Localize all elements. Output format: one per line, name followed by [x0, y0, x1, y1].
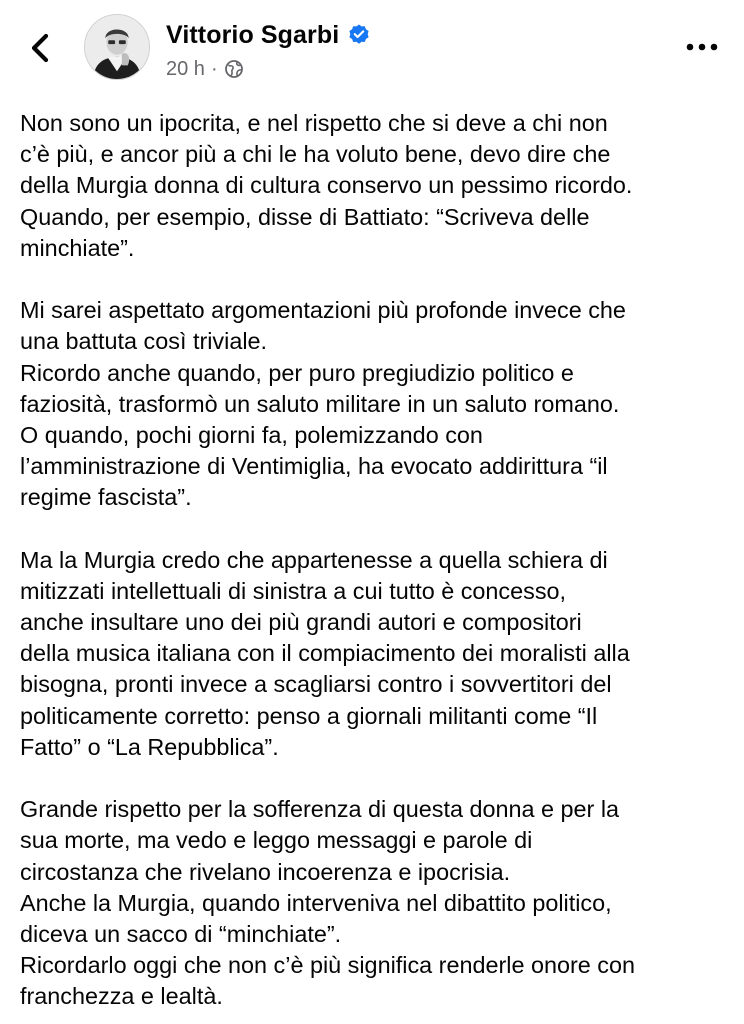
post-text-line: bisogna, pronti invece a scagliarsi contro i sovvertitori del [20, 671, 612, 698]
post-text-line: politicamente corretto: penso a giornali militanti come “Il [20, 702, 598, 729]
post-text-line: Non sono un ipocrita, e nel rispetto che si deve a chi non [20, 110, 608, 136]
paragraph-break [20, 264, 732, 295]
post-text-line: Ma la Murgia credo che appartenesse a quella schiera di [20, 546, 608, 573]
more-horizontal-icon [684, 34, 720, 60]
verified-badge-icon [347, 23, 371, 47]
post-text-line: Anche la Murgia, quando interveniva nel dibattito politico, [20, 889, 612, 916]
post-timestamp[interactable]: 20 h [166, 57, 205, 80]
post-text-line: Quando, per esempio, disse di Battiato: “Scriveva delle [20, 203, 590, 230]
post-text-line: della Murgia donna di cultura conservo un pessimo ricordo. [20, 172, 633, 199]
globe-icon[interactable] [224, 59, 244, 79]
post-text-line: Ricordo anche quando, per puro pregiudizio politico e [20, 359, 574, 386]
author-name-row [166, 18, 371, 52]
post-text-line: circostanza che rivelano incoerenza e ipocrisia. [20, 858, 511, 885]
back-button[interactable] [22, 28, 58, 68]
paragraph-break [20, 763, 732, 794]
post-text-line: diceva un sacco di “minchiate”. [20, 920, 342, 947]
author-photo [85, 15, 149, 79]
post-text-line: mitizzati intellettuali di sinistra a cui tutto è concesso, [20, 577, 567, 604]
post-text-line: Mi sarei aspettato argomentazioni più profonde invece che [20, 297, 626, 324]
paragraph-break [20, 513, 732, 544]
more-options-button[interactable] [684, 34, 720, 60]
post-text-line: Grande rispetto per la sofferenza di questa donna e per la [20, 796, 620, 823]
meta-separator: · [210, 57, 218, 80]
post-text-line: anche insultare uno dei più grandi autori e compositori [20, 609, 582, 635]
post-text-line: regime fascista”. [20, 484, 192, 511]
author-name[interactable]: Vittorio Sgarbi [166, 20, 340, 49]
post-meta [166, 56, 244, 82]
post-text-line: Ricordarlo oggi che non c’è più significa renderle onore con [20, 952, 636, 979]
avatar[interactable] [84, 14, 150, 80]
post-text [20, 108, 732, 1012]
post-text-line: minchiate”. [20, 234, 135, 261]
post-text-line: c’è più, e ancor più a chi le ha voluto bene, devo dire che [20, 141, 611, 168]
post-text-line: O quando, pochi giorni fa, polemizzando con [20, 421, 483, 448]
chevron-left-icon [22, 28, 58, 68]
post-text-line: faziosità, trasformò un saluto militare in un saluto romano. [20, 390, 620, 417]
post-text-line: Fatto” o “La Repubblica”. [20, 733, 279, 760]
post-header [0, 0, 744, 100]
post-text-line: della musica italiana con il compiacimento dei moralisti alla [20, 640, 630, 667]
post-text-line: sua morte, ma vedo e leggo messaggi e parole di [20, 827, 533, 854]
post-text-line: l’amministrazione di Ventimiglia, ha evocato addirittura “il [20, 453, 608, 480]
post-text-line: franchezza e lealtà. [20, 983, 223, 1010]
post-text-line: una battuta così triviale. [20, 328, 268, 355]
